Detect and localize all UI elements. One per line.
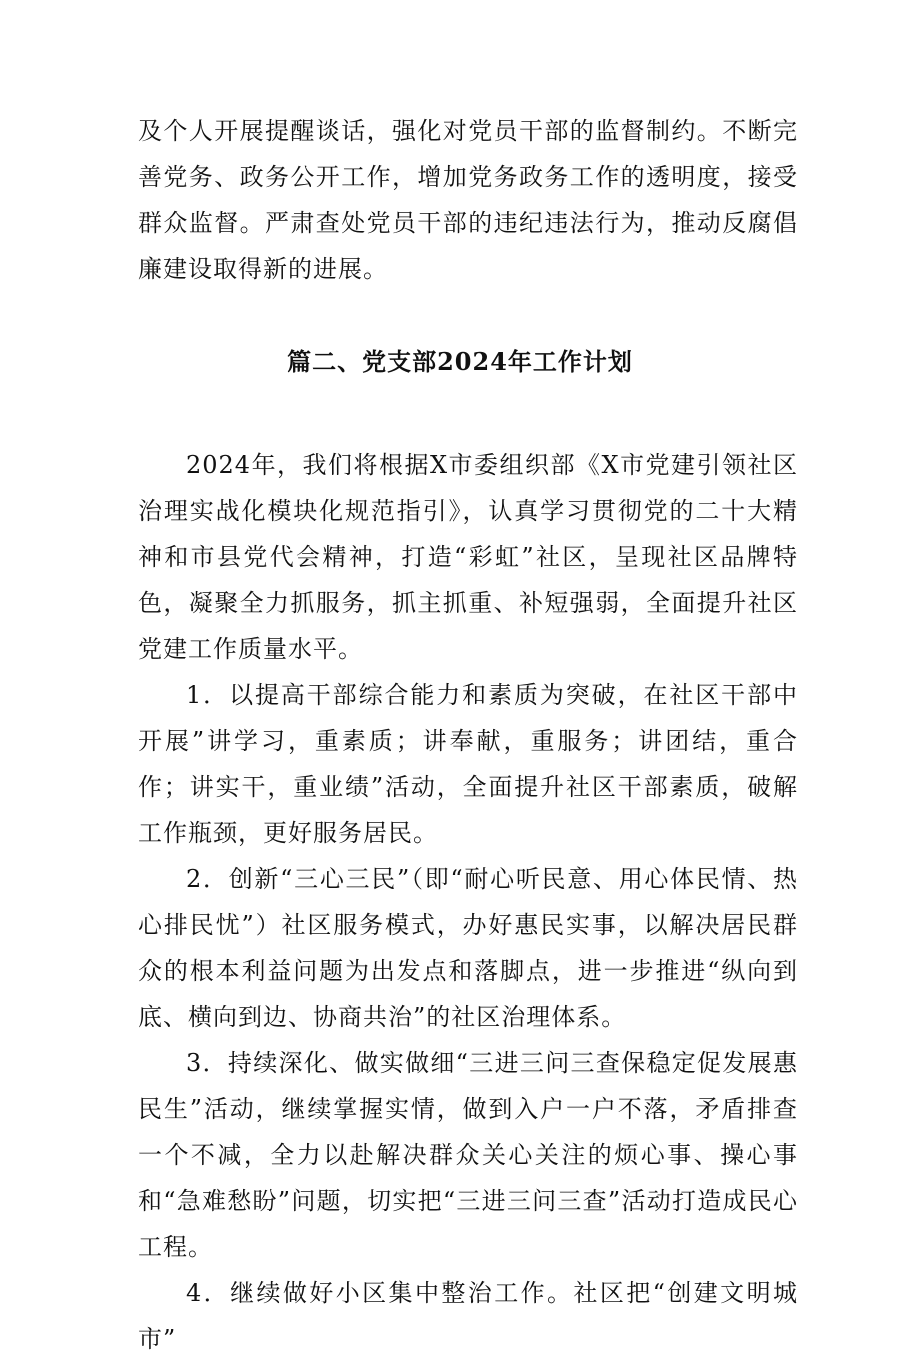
item-paragraph-1: 1．以提高干部综合能力和素质为突破，在社区干部中开展”讲学习，重素质；讲奉献，重服务；讲团结，重合作；讲实干，重业绩”活动，全面提升社区干部素质，破解工作瓶颈，更好服务居民。	[138, 681, 798, 847]
item-paragraph-4: 4．继续做好小区集中整治工作。社区把“创建文明城市”	[138, 1279, 798, 1353]
continuation-paragraph: 及个人开展提醒谈话，强化对党员干部的监督制约。不断完善党务、政务公开工作，增加党务政务工作的透明度，接受群众监督。严肃查处党员干部的违纪违法行为，推动反腐倡廉建设取得新的进展。	[138, 117, 798, 283]
continuation-block	[138, 108, 798, 292]
intro-paragraph: 2024年，我们将根据X市委组织部《X市党建引领社区治理实战化模块化规范指引》，认真学习贯彻党的二十大精神和市县党代会精神，打造“彩虹”社区，呈现社区品牌特色，凝聚全力抓服务，抓主抓重、补短强弱，全面提升社区党建工作质量水平。	[138, 451, 798, 663]
body-block	[138, 442, 798, 1362]
section-title: 篇二、党支部2024年工作计划	[287, 347, 633, 376]
item-paragraph-2: 2．创新“三心三民”（即“耐心听民意、用心体民情、热心排民忧”）社区服务模式，办好惠民实事，以解决居民群众的根本利益问题为出发点和落脚点，进一步推进“纵向到底、横向到边、协商共治”的社区治理体系。	[138, 865, 798, 1031]
item-paragraph-3: 3．持续深化、做实做细“三进三问三查保稳定促发展惠民生”活动，继续掌握实情，做到入户一户不落，矛盾排查一个不减，全力以赴解决群众关心关注的烦心事、操心事和“急难愁盼”问题，切实把“三进三问三查”活动打造成民心工程。	[138, 1049, 798, 1261]
